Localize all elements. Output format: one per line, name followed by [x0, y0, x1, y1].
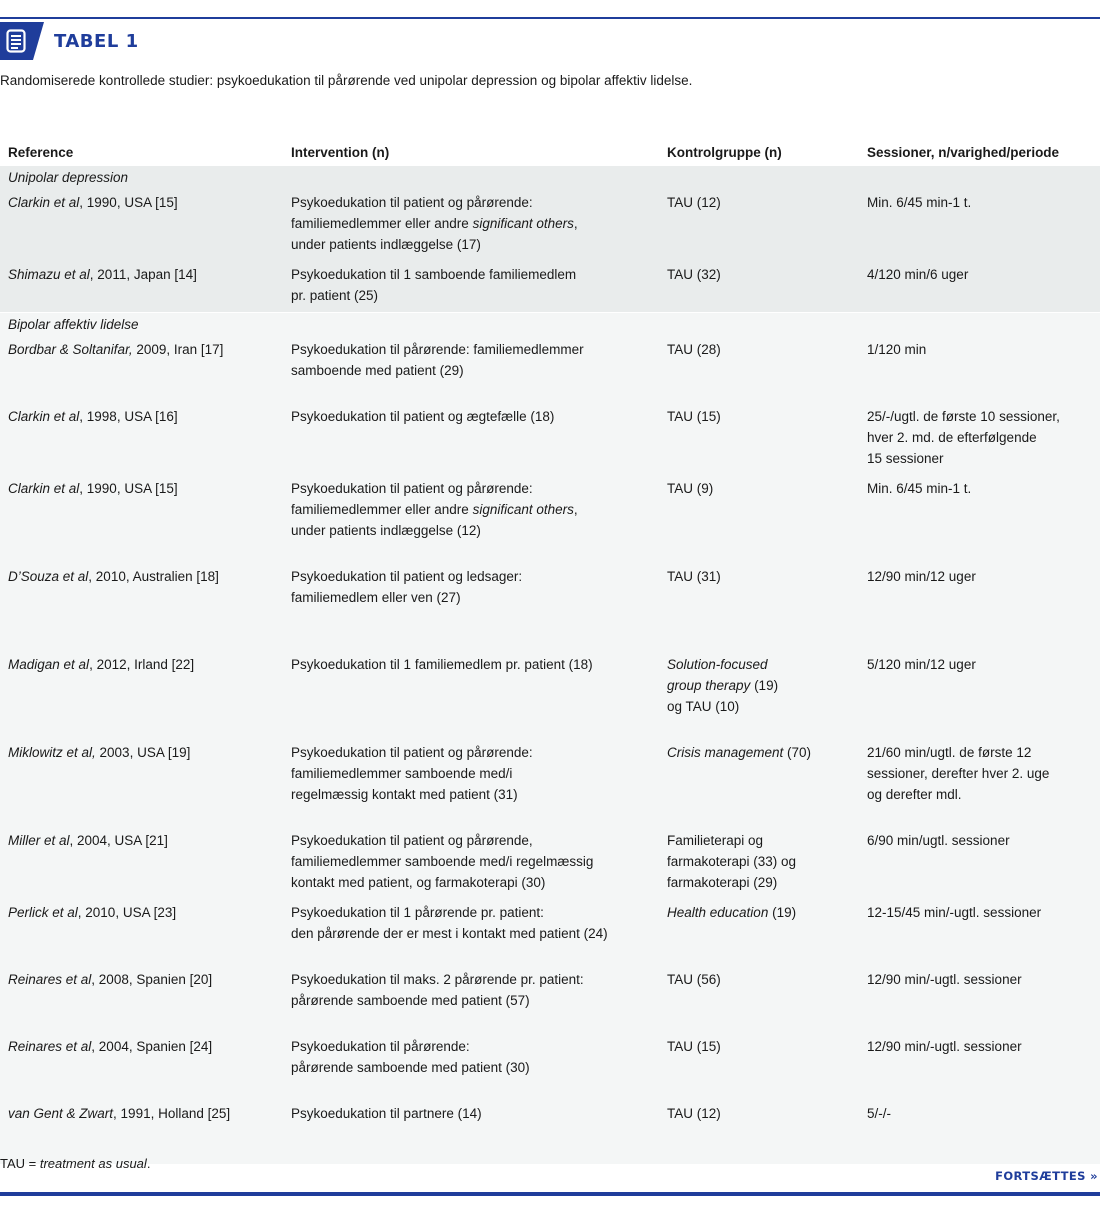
- control-line: [667, 969, 851, 990]
- reference-cell: [0, 189, 283, 261]
- sessions-cell: [859, 827, 1100, 899]
- control-line: [667, 192, 851, 213]
- control-line: [667, 742, 851, 763]
- intervention-line: [291, 499, 651, 520]
- reference-author: Reinares et al: [8, 1039, 92, 1054]
- intervention-text: ,: [573, 216, 578, 231]
- sessions-line: Min. 6/45 min-1 t.: [867, 195, 972, 210]
- intervention-cell: [283, 563, 659, 651]
- intervention-text: Psykoedukation til 1 samboende familiemedlem: [291, 267, 577, 282]
- intervention-text: familiemedlemmer eller andre: [291, 216, 473, 231]
- table-badge: [0, 22, 44, 60]
- sessions-cell: [859, 739, 1100, 827]
- reference-detail: , 1991, Holland [25]: [113, 1106, 231, 1121]
- intervention-cell: [283, 739, 659, 827]
- reference-author: D’Souza et al: [8, 569, 89, 584]
- control-text: TAU (12): [667, 1106, 721, 1121]
- reference-cell: [0, 966, 283, 1033]
- control-cell: [659, 403, 859, 475]
- intervention-text: den pårørende der er mest i kontakt med patient (24): [291, 926, 608, 941]
- intervention-line: [291, 654, 651, 675]
- control-text: og TAU (10): [667, 699, 740, 714]
- reference-cell: [0, 336, 283, 403]
- control-italic-text: Solution-focused: [667, 657, 768, 672]
- intervention-line: [291, 406, 651, 427]
- intervention-line: [291, 566, 651, 587]
- intervention-text: familiemedlemmer eller andre: [291, 502, 473, 517]
- reference-cell: [0, 403, 283, 475]
- intervention-cell: [283, 403, 659, 475]
- table-caption: Randomiserede kontrollede studier: psykoedukation til pårørende ved unipolar depression og bipolar affektiv lidelse.: [0, 73, 693, 88]
- reference-author: Bordbar & Soltanifar,: [8, 342, 133, 357]
- footnote-italic: treatment as usual: [39, 1156, 147, 1171]
- control-line: [667, 566, 851, 587]
- group-title: Bipolar affektiv lidelse: [0, 313, 1100, 337]
- control-cell: [659, 899, 859, 966]
- sessions-line: 4/120 min/6 uger: [867, 267, 969, 282]
- control-line: [667, 1036, 851, 1057]
- control-cell: [659, 1100, 859, 1164]
- sessions-cell: [859, 899, 1100, 966]
- reference-author: Reinares et al: [8, 972, 92, 987]
- intervention-cell: [283, 899, 659, 966]
- document-list-icon: [6, 29, 26, 53]
- sessions-line: 1/120 min: [867, 342, 927, 357]
- control-line: [667, 478, 851, 499]
- reference-detail: , 2012, Irland [22]: [89, 657, 195, 672]
- intervention-text: familiemedlemmer samboende med/i regelmæssig: [291, 854, 594, 869]
- sessions-line: 21/60 min/ugtl. de første 12: [867, 745, 1032, 760]
- control-cell: [659, 651, 859, 739]
- control-italic-text: Crisis management: [667, 745, 784, 760]
- reference-cell: [0, 651, 283, 739]
- sessions-cell: [859, 189, 1100, 261]
- sessions-line: 5/120 min/12 uger: [867, 657, 976, 672]
- control-text: TAU (9): [667, 481, 714, 496]
- sessions-cell: [859, 475, 1100, 563]
- control-cell: [659, 261, 859, 313]
- column-header-sessions: Sessioner, n/varighed/periode: [859, 136, 1100, 166]
- intervention-text: samboende med patient (29): [291, 363, 464, 378]
- intervention-line: [291, 520, 651, 541]
- intervention-line: [291, 923, 651, 944]
- intervention-line: [291, 830, 651, 851]
- reference-cell: [0, 1033, 283, 1100]
- reference-cell: [0, 261, 283, 313]
- intervention-cell: [283, 475, 659, 563]
- sessions-cell: [859, 261, 1100, 313]
- control-italic-text: Health education: [667, 905, 769, 920]
- sessions-line: og derefter mdl.: [867, 787, 962, 802]
- control-cell: [659, 966, 859, 1033]
- reference-detail: , 2008, Spanien [20]: [91, 972, 213, 987]
- sessions-line: 12/90 min/-ugtl. sessioner: [867, 1039, 1022, 1054]
- continue-link[interactable]: FORTSÆTTES »: [995, 1169, 1098, 1183]
- control-line: [667, 264, 851, 285]
- control-cell: [659, 827, 859, 899]
- intervention-text: Psykoedukation til 1 familiemedlem pr. patient (18): [291, 657, 593, 672]
- control-text: TAU (28): [667, 342, 721, 357]
- reference-detail: , 1998, USA [16]: [79, 409, 178, 424]
- table-row: [0, 189, 1100, 261]
- table-row: [0, 739, 1100, 827]
- reference-cell: [0, 899, 283, 966]
- footnote: [0, 1156, 150, 1171]
- control-text: TAU (15): [667, 1039, 721, 1054]
- control-cell: [659, 563, 859, 651]
- intervention-cell: [283, 1100, 659, 1164]
- reference-detail: , 1990, USA [15]: [79, 195, 178, 210]
- control-text: farmakoterapi (29): [667, 875, 778, 890]
- group-title: Unipolar depression: [0, 166, 1100, 190]
- bottom-rule: [0, 1192, 1100, 1196]
- reference-author: Clarkin et al: [8, 481, 80, 496]
- sessions-cell: [859, 966, 1100, 1033]
- table-row: [0, 261, 1100, 313]
- intervention-cell: [283, 189, 659, 261]
- control-cell: [659, 739, 859, 827]
- reference-detail: , 2004, Spanien [24]: [91, 1039, 213, 1054]
- sessions-line: sessioner, derefter hver 2. uge: [867, 766, 1050, 781]
- control-cell: [659, 336, 859, 403]
- control-line: [667, 830, 851, 851]
- intervention-text: pr. patient (25): [291, 288, 379, 303]
- studies-table: [0, 136, 1100, 1165]
- top-rule: [0, 17, 1100, 19]
- table-row: [0, 475, 1100, 563]
- intervention-line: [291, 1057, 651, 1078]
- control-line: [667, 872, 851, 893]
- control-italic-text: group therapy: [667, 678, 751, 693]
- sessions-line: 25/-/ugtl. de første 10 sessioner,: [867, 409, 1060, 424]
- intervention-line: [291, 784, 651, 805]
- control-text: Familieterapi og: [667, 833, 764, 848]
- sessions-line: 12/90 min/-ugtl. sessioner: [867, 972, 1022, 987]
- reference-author: Miklowitz et al,: [8, 745, 96, 760]
- intervention-italic-text: significant others: [472, 216, 574, 231]
- control-text: TAU (31): [667, 569, 721, 584]
- table-row: [0, 651, 1100, 739]
- intervention-line: [291, 213, 651, 234]
- footnote-suffix: .: [146, 1156, 151, 1171]
- reference-detail: , 2010, USA [23]: [77, 905, 177, 920]
- intervention-line: [291, 969, 651, 990]
- group-row: [0, 166, 1100, 190]
- control-text: TAU (15): [667, 409, 721, 424]
- sessions-cell: [859, 651, 1100, 739]
- intervention-text: pårørende samboende med patient (30): [291, 1060, 530, 1075]
- sessions-line: 12-15/45 min/-ugtl. sessioner: [867, 905, 1042, 920]
- intervention-text: Psykoedukation til patient og ledsager:: [291, 569, 523, 584]
- table-row: [0, 1033, 1100, 1100]
- reference-author: Miller et al: [8, 833, 70, 848]
- intervention-text: familiemedlem eller ven (27): [291, 590, 461, 605]
- reference-detail: , 2011, Japan [14]: [89, 267, 197, 282]
- intervention-text: Psykoedukation til 1 pårørende pr. patient:: [291, 905, 544, 920]
- reference-detail: 2009, Iran [17]: [132, 342, 224, 357]
- intervention-cell: [283, 827, 659, 899]
- intervention-text: Psykoedukation til partnere (14): [291, 1106, 482, 1121]
- control-cell: [659, 475, 859, 563]
- sessions-line: 12/90 min/12 uger: [867, 569, 976, 584]
- intervention-text: pårørende samboende med patient (57): [291, 993, 530, 1008]
- reference-author: Clarkin et al: [8, 409, 80, 424]
- table-label: TABEL 1: [54, 30, 139, 52]
- sessions-cell: [859, 1033, 1100, 1100]
- intervention-text: familiemedlemmer samboende med/i: [291, 766, 513, 781]
- table-row: [0, 827, 1100, 899]
- intervention-line: [291, 1103, 651, 1124]
- sessions-cell: [859, 1100, 1100, 1164]
- column-header-reference: Reference: [0, 136, 283, 166]
- reference-detail: , 1990, USA [15]: [79, 481, 178, 496]
- control-text: (70): [783, 745, 812, 760]
- control-line: [667, 902, 851, 923]
- intervention-text: Psykoedukation til patient og ægtefælle (18): [291, 409, 555, 424]
- column-header-control: Kontrolgruppe (n): [659, 136, 859, 166]
- control-text: (19): [750, 678, 779, 693]
- control-text: TAU (12): [667, 195, 721, 210]
- intervention-line: [291, 360, 651, 381]
- intervention-line: [291, 763, 651, 784]
- reference-cell: [0, 739, 283, 827]
- reference-author: Clarkin et al: [8, 195, 80, 210]
- control-line: [667, 339, 851, 360]
- table-row: [0, 403, 1100, 475]
- control-line: [667, 696, 851, 717]
- reference-cell: [0, 563, 283, 651]
- reference-author: Shimazu et al: [8, 267, 90, 282]
- intervention-line: [291, 902, 651, 923]
- intervention-line: [291, 234, 651, 255]
- control-text: farmakoterapi (33) og: [667, 854, 797, 869]
- intervention-cell: [283, 261, 659, 313]
- table-row: [0, 563, 1100, 651]
- sessions-cell: [859, 563, 1100, 651]
- intervention-line: [291, 1036, 651, 1057]
- intervention-line: [291, 264, 651, 285]
- intervention-cell: [283, 966, 659, 1033]
- reference-detail: 2003, USA [19]: [95, 745, 191, 760]
- intervention-text: regelmæssig kontakt med patient (31): [291, 787, 518, 802]
- control-line: [667, 675, 851, 696]
- group-row: [0, 313, 1100, 337]
- sessions-cell: [859, 403, 1100, 475]
- intervention-text: Psykoedukation til pårørende: familiemedlemmer: [291, 342, 584, 357]
- intervention-line: [291, 192, 651, 213]
- intervention-text: Psykoedukation til patient og pårørende:: [291, 195, 533, 210]
- reference-cell: [0, 475, 283, 563]
- table-row: [0, 1100, 1100, 1164]
- reference-cell: [0, 1100, 283, 1164]
- sessions-line: 6/90 min/ugtl. sessioner: [867, 833, 1010, 848]
- intervention-text: Psykoedukation til patient og pårørende,: [291, 833, 533, 848]
- intervention-italic-text: significant others: [472, 502, 574, 517]
- control-cell: [659, 189, 859, 261]
- intervention-cell: [283, 651, 659, 739]
- intervention-line: [291, 742, 651, 763]
- reference-author: Madigan et al: [8, 657, 90, 672]
- table-row: [0, 899, 1100, 966]
- intervention-line: [291, 285, 651, 306]
- control-line: [667, 406, 851, 427]
- intervention-line: [291, 339, 651, 360]
- sessions-line: Min. 6/45 min-1 t.: [867, 481, 972, 496]
- reference-cell: [0, 827, 283, 899]
- sessions-line: 15 sessioner: [867, 451, 944, 466]
- control-cell: [659, 1033, 859, 1100]
- footnote-prefix: TAU =: [0, 1156, 40, 1171]
- intervention-line: [291, 872, 651, 893]
- reference-detail: , 2010, Australien [18]: [88, 569, 219, 584]
- intervention-line: [291, 587, 651, 608]
- intervention-line: [291, 990, 651, 1011]
- control-line: [667, 1103, 851, 1124]
- table-header: [0, 22, 139, 60]
- intervention-text: Psykoedukation til pårørende:: [291, 1039, 470, 1054]
- control-line: [667, 851, 851, 872]
- intervention-text: ,: [573, 502, 578, 517]
- control-line: [667, 654, 851, 675]
- intervention-text: Psykoedukation til maks. 2 pårørende pr. patient:: [291, 972, 584, 987]
- intervention-text: Psykoedukation til patient og pårørende:: [291, 481, 533, 496]
- sessions-line: 5/-/-: [867, 1106, 892, 1121]
- intervention-text: under patients indlæggelse (17): [291, 237, 481, 252]
- reference-author: van Gent & Zwart: [8, 1106, 114, 1121]
- reference-author: Perlick et al: [8, 905, 78, 920]
- sessions-cell: [859, 336, 1100, 403]
- control-text: (19): [768, 905, 797, 920]
- control-text: TAU (56): [667, 972, 721, 987]
- intervention-line: [291, 851, 651, 872]
- sessions-line: hver 2. md. de efterfølgende: [867, 430, 1037, 445]
- intervention-cell: [283, 336, 659, 403]
- header-row: [0, 136, 1100, 166]
- intervention-line: [291, 478, 651, 499]
- intervention-text: under patients indlæggelse (12): [291, 523, 481, 538]
- column-header-intervention: Intervention (n): [283, 136, 659, 166]
- table-row: [0, 336, 1100, 403]
- control-text: TAU (32): [667, 267, 721, 282]
- intervention-cell: [283, 1033, 659, 1100]
- table-row: [0, 966, 1100, 1033]
- intervention-text: kontakt med patient, og farmakoterapi (30): [291, 875, 546, 890]
- reference-detail: , 2004, USA [21]: [69, 833, 168, 848]
- intervention-text: Psykoedukation til patient og pårørende:: [291, 745, 533, 760]
